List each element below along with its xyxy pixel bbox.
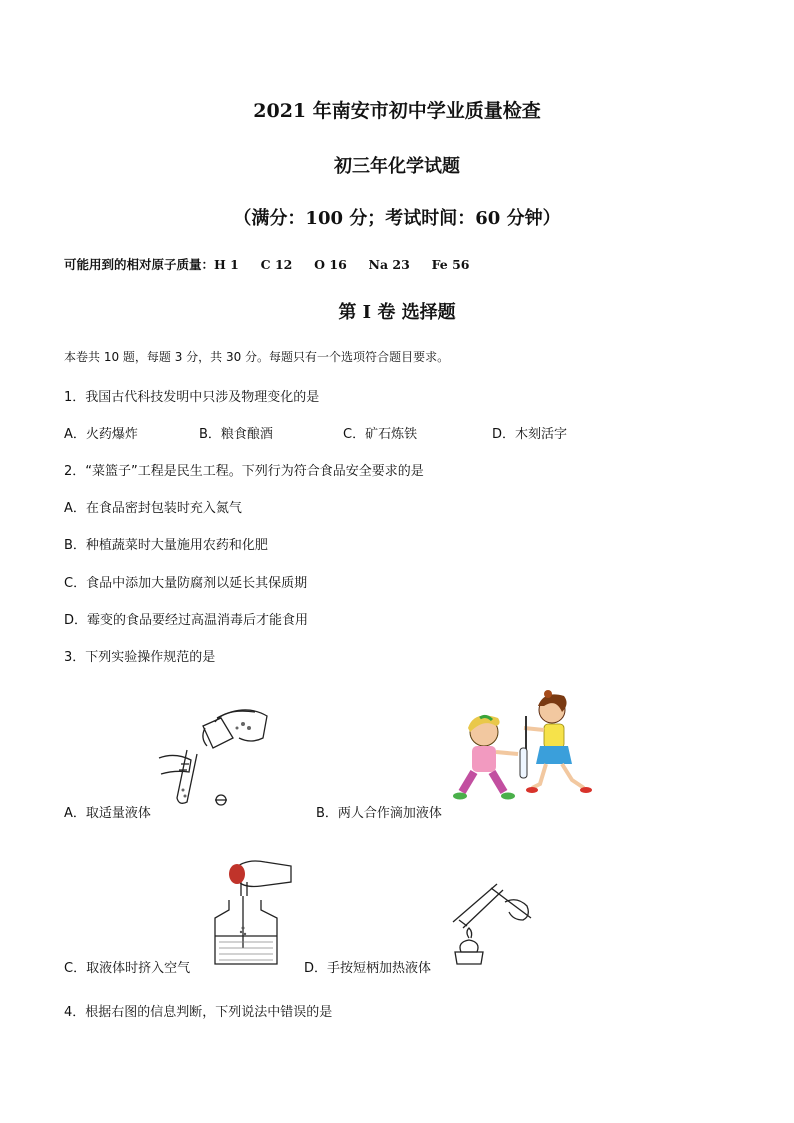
question-1-option-a[interactable]: A．火药爆炸: [64, 427, 138, 442]
question-3-stem: 3．下列实验操作规范的是: [64, 650, 216, 665]
question-3-option-c[interactable]: C．取液体时挤入空气: [64, 961, 191, 976]
question-4-stem: 4．根据右图的信息判断，下列说法中错误的是: [64, 1005, 333, 1020]
exam-title: 2021 年南安市初中学业质量检查: [253, 100, 541, 122]
exam-subtitle: 初三年化学试题: [334, 156, 460, 177]
mass-h: H 1: [214, 257, 239, 272]
atomic-mass-line: [64, 255, 469, 273]
question-1-stem: 1．我国古代科技发明中只涉及物理变化的是: [64, 390, 320, 405]
question-2-option-c[interactable]: C．食品中添加大量防腐剂以延长其保质期: [64, 576, 308, 591]
figure-heating-tube: [447, 876, 539, 970]
section-title: 第 I 卷 选择题: [338, 302, 456, 323]
figure-pour-liquid: [155, 698, 275, 810]
mass-c: C 12: [260, 257, 293, 272]
question-2-option-d[interactable]: D．霉变的食品要经过高温消毒后才能食用: [64, 613, 309, 628]
question-2-stem: 2．“菜篮子”工程是民生工程。下列行为符合食品安全要求的是: [64, 464, 424, 479]
figure-two-children: [452, 688, 597, 816]
question-3-option-d[interactable]: D．手按短柄加热液体: [304, 961, 432, 976]
atomic-mass-label: 可能用到的相对原子质量：: [64, 257, 215, 272]
mass-fe: Fe 56: [431, 257, 470, 272]
question-3-option-b[interactable]: B．两人合作滴加液体: [316, 806, 442, 821]
score-time-info: （满分：100 分；考试时间：60 分钟）: [233, 208, 561, 229]
mass-na: Na 23: [368, 257, 410, 272]
question-2-option-b[interactable]: B．种植蔬菜时大量施用农药和化肥: [64, 538, 268, 553]
figure-dropper-bottle: [205, 852, 293, 970]
mass-o: O 16: [314, 257, 347, 272]
question-3-option-a[interactable]: A．取适量液体: [64, 806, 151, 821]
question-2-option-a[interactable]: A．在食品密封包装时充入氮气: [64, 501, 242, 516]
question-1-option-d[interactable]: D．木刻活字: [492, 427, 568, 442]
question-1-option-c[interactable]: C．矿石炼铁: [343, 427, 418, 442]
section-instruction: 本卷共 10 题，每题 3 分，共 30 分。每题只有一个选项符合题目要求。: [64, 350, 450, 364]
question-1-option-b[interactable]: B．粮食酿酒: [199, 427, 273, 442]
